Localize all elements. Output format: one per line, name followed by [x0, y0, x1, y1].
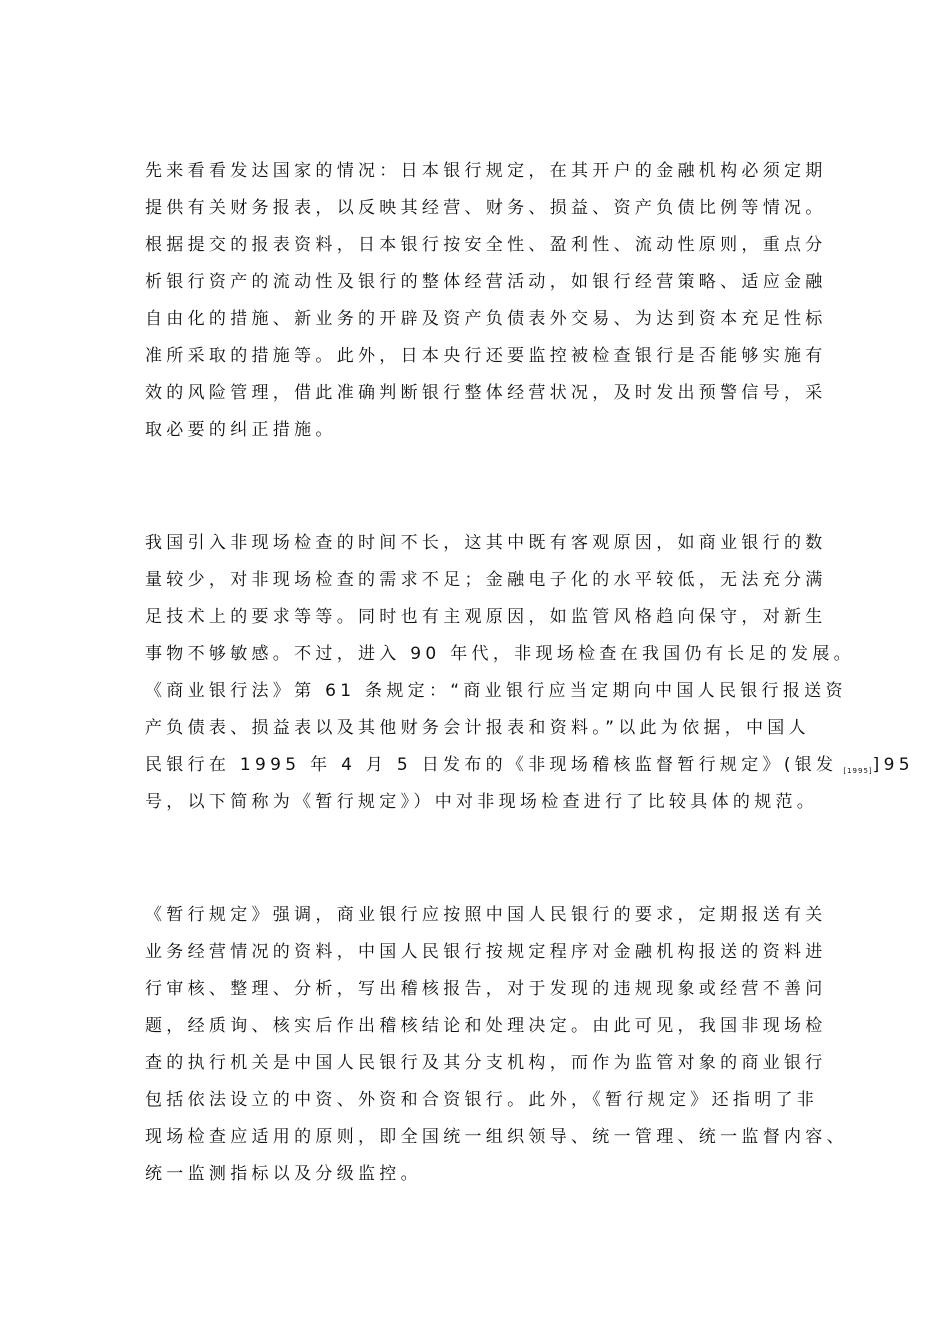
paragraph-line: 号，以下简称为《暂行规定》）中对非现场检查进行了比较具体的规范。: [145, 792, 819, 812]
paragraph-line: 取必要的纠正措施。: [145, 420, 337, 440]
citation-year: [1995]: [843, 767, 873, 775]
paragraph-line-with-citation: [145, 747, 914, 784]
paragraph-line: 题，经质询、核实后作出稽核结论和处理决定。由此可见，我国非现场检: [145, 1016, 827, 1036]
paragraph-line: 《商业银行法》第 61 条规定：“商业银行应当定期向中国人民银行报送资: [145, 681, 847, 701]
paragraph-line: 查的执行机关是中国人民银行及其分支机构，而作为监管对象的商业银行: [145, 1053, 827, 1073]
paragraph-line: 行审核、整理、分析，写出稽核报告，对于发现的违规现象或经营不善问: [145, 979, 827, 999]
citation-number: ]95: [872, 755, 914, 775]
paragraph-line: 根据提交的报表资料，日本银行按安全性、盈利性、流动性原则，重点分: [145, 235, 827, 255]
paragraph-line: 事物不够敏感。不过，进入 90 年代，非现场检查在我国仍有长足的发展。: [145, 644, 855, 664]
paragraph-interim-provisions: [145, 897, 848, 1193]
paragraph-china-introduction: [145, 525, 914, 821]
paragraph-line: 先来看看发达国家的情况：日本银行规定，在其开户的金融机构必须定期: [145, 161, 827, 181]
paragraph-line: 效的风险管理，借此准确判断银行整体经营状况，及时发出预警信号，采: [145, 383, 827, 403]
paragraph-line: 我国引入非现场检查的时间不长，这其中既有客观原因，如商业银行的数: [145, 533, 827, 553]
paragraph-line: 量较少，对非现场检查的需求不足；金融电子化的水平较低，无法充分满: [145, 570, 827, 590]
paragraph-line: 包括依法设立的中资、外资和合资银行。此外，《暂行规定》还指明了非: [145, 1090, 819, 1110]
paragraph-line: 统一监测指标以及分级监控。: [145, 1164, 422, 1184]
paragraph-line: 现场检查应适用的原则，即全国统一组织领导、统一管理、统一监督内容、: [145, 1127, 848, 1147]
paragraph-line-text: 民银行在 1995 年 4 月 5 日发布的《非现场稽核监督暂行规定》(银发: [145, 755, 838, 775]
paragraph-line: 产负债表、损益表以及其他财务会计报表和资料。”以此为依据，中国人: [145, 718, 810, 738]
paragraph-japan-practice: [145, 153, 827, 449]
paragraph-line: 析银行资产的流动性及银行的整体经营活动，如银行经营策略、适应金融: [145, 272, 827, 292]
paragraph-line: 准所采取的措施等。此外，日本央行还要监控被检查银行是否能够实施有: [145, 346, 827, 366]
paragraph-line: 自由化的措施、新业务的开辟及资产负债表外交易、为达到资本充足性标: [145, 309, 827, 329]
paragraph-line: 《暂行规定》强调，商业银行应按照中国人民银行的要求，定期报送有关: [145, 905, 827, 925]
paragraph-line: 提供有关财务报表，以反映其经营、财务、损益、资产负债比例等情况。: [145, 198, 827, 218]
paragraph-line: 足技术上的要求等等。同时也有主观原因，如监管风格趋向保守，对新生: [145, 607, 827, 627]
paragraph-line: 业务经营情况的资料，中国人民银行按规定程序对金融机构报送的资料进: [145, 942, 827, 962]
